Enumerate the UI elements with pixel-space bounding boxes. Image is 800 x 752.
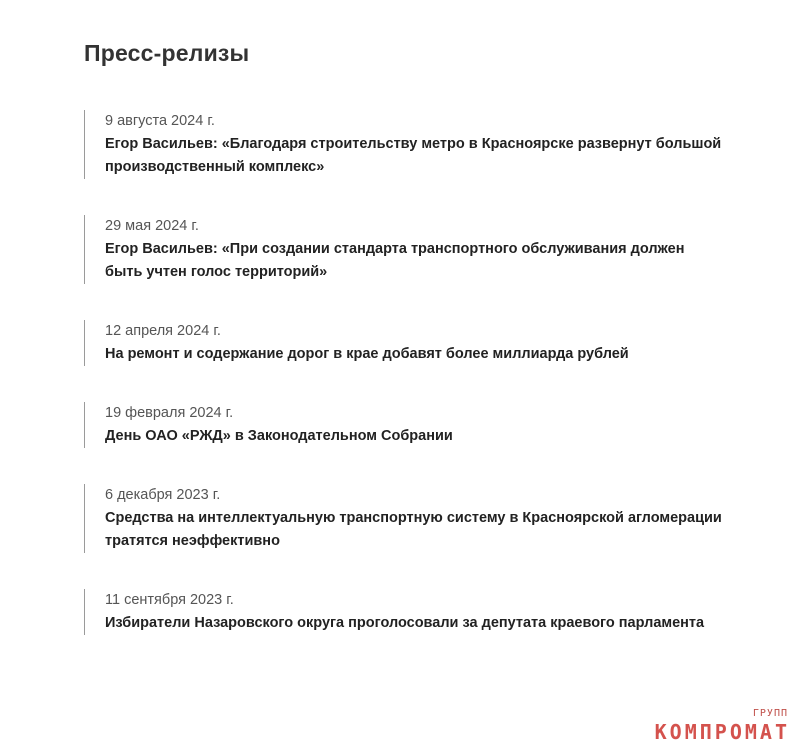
watermark-main-text: КОМПРОМАТ xyxy=(654,720,790,744)
release-date: 11 сентября 2023 г. xyxy=(105,592,234,608)
list-item xyxy=(84,320,724,366)
list-item xyxy=(84,402,724,448)
release-date: 6 декабря 2023 г. xyxy=(105,487,221,503)
release-title-link[interactable]: Егор Васильев: «Благодаря строительству метро в Красноярске развернут большой производственный комплекс» xyxy=(105,136,722,175)
watermark-logo xyxy=(640,708,790,744)
watermark-group-text: ГРУПП xyxy=(752,708,788,719)
release-title-link[interactable]: Егор Васильев: «При создании стандарта транспортного обслуживания должен быть учтен голос территорий» xyxy=(105,241,685,280)
release-date: 9 августа 2024 г. xyxy=(105,113,215,129)
release-title-link[interactable]: Средства на интеллектуальную транспортную систему в Красноярской агломерации тратятся неэффективно xyxy=(105,510,722,549)
release-title-link[interactable]: Избиратели Назаровского округа проголосовали за депутата краевого парламента xyxy=(105,615,705,631)
release-date: 19 февраля 2024 г. xyxy=(105,405,234,421)
release-title-link[interactable]: День ОАО «РЖД» в Законодательном Собрании xyxy=(105,428,453,444)
release-date: 29 мая 2024 г. xyxy=(105,218,199,234)
page-title: Пресс-релизы xyxy=(84,40,250,66)
list-item xyxy=(84,589,724,635)
list-item xyxy=(84,110,724,179)
press-release-list xyxy=(84,110,724,671)
list-item xyxy=(84,484,724,553)
list-item xyxy=(84,215,724,284)
release-title-link[interactable]: На ремонт и содержание дорог в крае добавят более миллиарда рублей xyxy=(105,346,629,362)
release-date: 12 апреля 2024 г. xyxy=(105,323,221,339)
